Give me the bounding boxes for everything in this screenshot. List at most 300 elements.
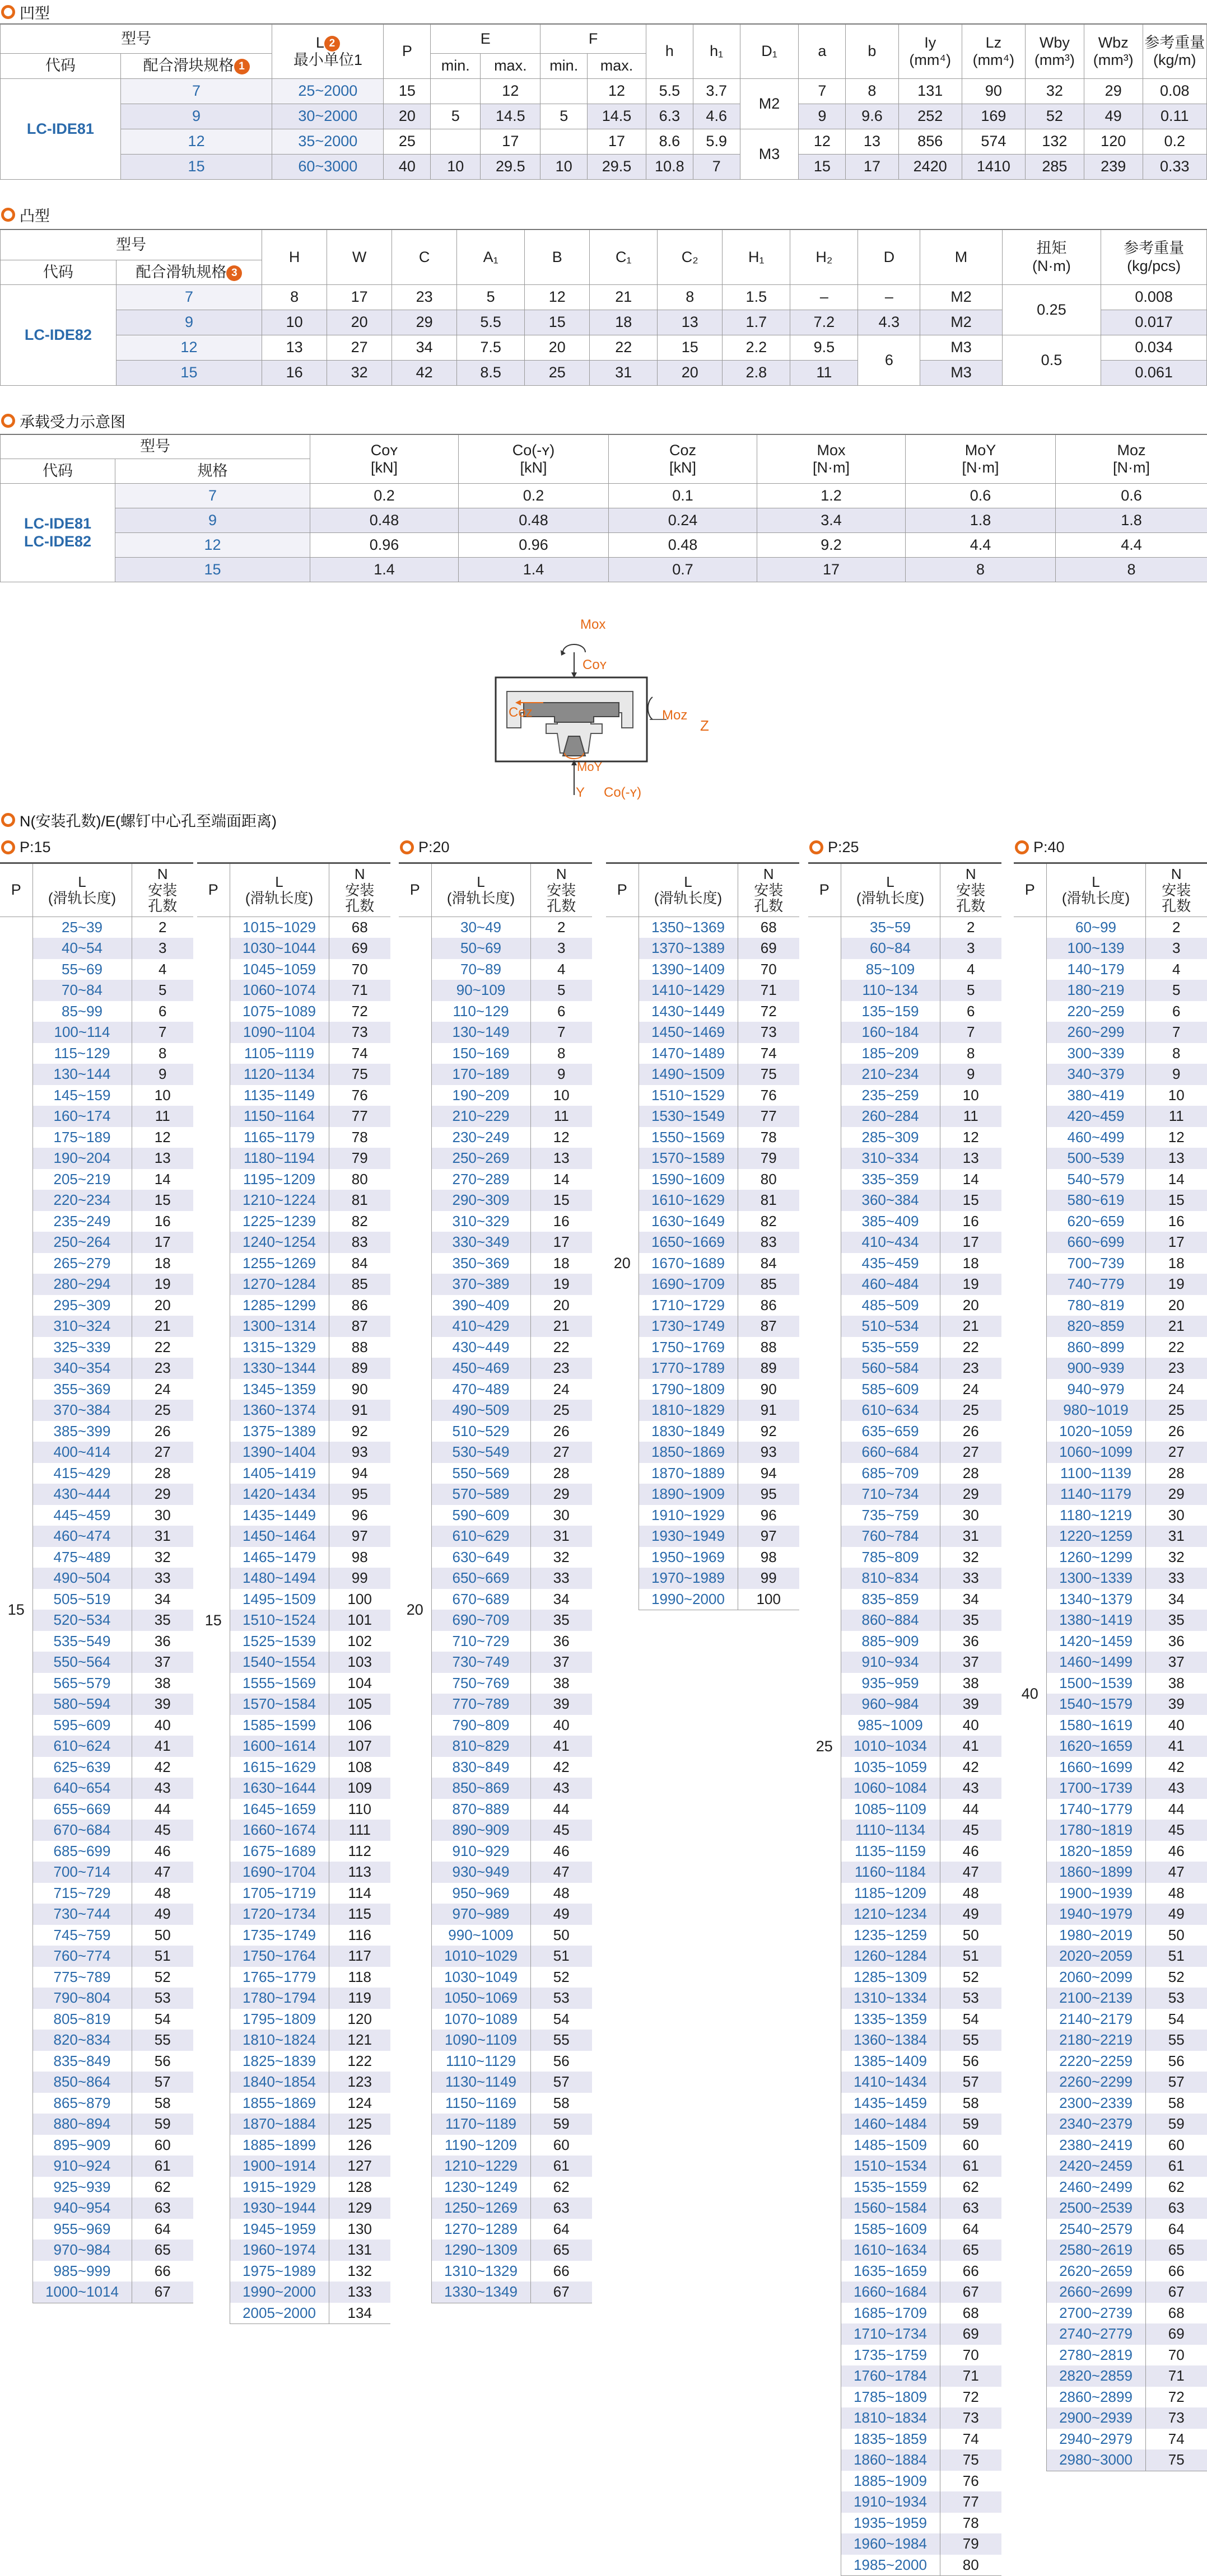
- z-axis-label: Z: [700, 717, 709, 734]
- table-row: 1540~1579 39: [1014, 1694, 1207, 1715]
- table-row: 1585~1599 106: [197, 1715, 390, 1736]
- table-row: 325~339 22: [0, 1337, 193, 1358]
- table-row: 660~684 27: [808, 1442, 1001, 1463]
- table-row: 1540~1554 103: [197, 1652, 390, 1673]
- table-row: 1090~1104 73: [197, 1022, 390, 1043]
- table-row: 1255~1269 84: [197, 1253, 390, 1274]
- table-row: 1685~1709 68: [808, 2303, 1001, 2324]
- table-row: 700~739 18: [1014, 1253, 1207, 1274]
- table-row: 485~509 20: [808, 1295, 1001, 1316]
- table-row: 580~594 39: [0, 1694, 193, 1715]
- table-row: 1235~1259 50: [808, 1925, 1001, 1946]
- table-row: 880~894 59: [0, 2114, 193, 2135]
- table-row: 1390~1404 93: [197, 1442, 390, 1463]
- table-row: 1510~1524 101: [197, 1610, 390, 1631]
- table-row: 560~584 23: [808, 1358, 1001, 1379]
- table-row: 1960~1984 79: [808, 2533, 1001, 2555]
- table-row: 1835~1859 74: [808, 2429, 1001, 2450]
- table-row: 730~749 37: [399, 1652, 592, 1673]
- table-row: 2300~2339 58: [1014, 2093, 1207, 2114]
- table-row: 775~789 52: [0, 1967, 193, 1988]
- table-row: 2420~2459 61: [1014, 2156, 1207, 2177]
- table-row: 1390~1409 70: [606, 959, 799, 980]
- table-row: 1860~1899 47: [1014, 1862, 1207, 1883]
- table-row: 12 0.96 0.96 0.48 9.2 4.4 4.4: [1, 533, 1207, 558]
- table-row: 505~519 34: [0, 1589, 193, 1610]
- table-row: 620~659 16: [1014, 1211, 1207, 1232]
- table-row: 110~134 5: [808, 980, 1001, 1001]
- table-row: 1630~1649 82: [606, 1211, 799, 1232]
- table-row: 2980~3000 75: [1014, 2449, 1207, 2471]
- table-row: 1710~1729 86: [606, 1295, 799, 1316]
- table-row: 2740~2779 69: [1014, 2323, 1207, 2345]
- table-row: 230~249 12: [399, 1127, 592, 1148]
- table-row: 2580~2619 65: [1014, 2240, 1207, 2261]
- table-row: 1000~1014 67: [0, 2282, 193, 2303]
- table-row: 1730~1749 87: [606, 1316, 799, 1337]
- table-row: 25 35~59 2: [808, 917, 1001, 938]
- table-row: 625~639 42: [0, 1757, 193, 1778]
- table-row: 1090~1109 55: [399, 2030, 592, 2051]
- table-row: 70~89 4: [399, 959, 592, 980]
- table-row: 780~819 20: [1014, 1295, 1207, 1316]
- table-row: 2220~2259 56: [1014, 2051, 1207, 2072]
- concave-spec-table: [0, 24, 1207, 180]
- table-row: 985~1009 40: [808, 1715, 1001, 1736]
- table-row: 15 25~39 2: [0, 917, 193, 938]
- table-row: 310~329 16: [399, 1211, 592, 1232]
- table-row: 730~744 49: [0, 1904, 193, 1925]
- table-row: 1610~1629 81: [606, 1190, 799, 1211]
- table-row: 635~659 26: [808, 1421, 1001, 1442]
- table-row: 475~489 32: [0, 1547, 193, 1568]
- table-row: 15 1.4 1.4 0.7 17 8 8: [1, 558, 1207, 582]
- table-row: 130~149 7: [399, 1022, 592, 1043]
- table-row: 1915~1929 128: [197, 2177, 390, 2198]
- table-row: 490~509 25: [399, 1400, 592, 1421]
- table-row: 860~899 22: [1014, 1337, 1207, 1358]
- table-row: 820~859 21: [1014, 1316, 1207, 1337]
- header-e-max: max.: [481, 54, 540, 79]
- circle-bullet-icon: [1, 5, 15, 19]
- table-row: 1660~1699 42: [1014, 1757, 1207, 1778]
- table-row: 610~629 31: [399, 1526, 592, 1547]
- table-row: 15 16 32 42 8.5 25 31 20 2.8 11 M3 0.061: [1, 361, 1207, 386]
- model-code: LC-IDE82: [1, 285, 116, 386]
- table-row: 380~419 10: [1014, 1085, 1207, 1106]
- table-row: 1195~1209 80: [197, 1169, 390, 1190]
- table-row: 1160~1184 47: [808, 1862, 1001, 1883]
- table-row: 1085~1109 44: [808, 1799, 1001, 1820]
- header-spec: 配合滑轨规格 3: [116, 260, 262, 285]
- table-row: 540~579 14: [1014, 1169, 1207, 1190]
- table-row: 1735~1749 116: [197, 1925, 390, 1946]
- table-row: 2540~2579 64: [1014, 2219, 1207, 2240]
- table-row: 1330~1349 67: [399, 2282, 592, 2303]
- table-row: 335~359 14: [808, 1169, 1001, 1190]
- table-row: 1900~1914 127: [197, 2156, 390, 2177]
- table-row: 220~259 6: [1014, 1001, 1207, 1022]
- table-row: 1580~1619 40: [1014, 1715, 1207, 1736]
- table-row: 1855~1869 124: [197, 2093, 390, 2114]
- table-row: 1550~1569 78: [606, 1127, 799, 1148]
- table-row: 1990~2000 100: [606, 1589, 799, 1610]
- table-row: 100~114 7: [0, 1022, 193, 1043]
- table-row: 250~264 17: [0, 1232, 193, 1253]
- table-row: 410~434 17: [808, 1232, 1001, 1253]
- table-row: 360~384 15: [808, 1190, 1001, 1211]
- table-row: 745~759 50: [0, 1925, 193, 1946]
- table-row: 925~939 62: [0, 2177, 193, 2198]
- header-spec: 规格: [115, 459, 310, 484]
- table-row: 370~389 19: [399, 1274, 592, 1295]
- table-row: 1060~1074 71: [197, 980, 390, 1001]
- table-row: 1590~1609 80: [606, 1169, 799, 1190]
- table-row: 790~809 40: [399, 1715, 592, 1736]
- table-row: 1285~1299 86: [197, 1295, 390, 1316]
- table-row: 1910~1929 96: [606, 1505, 799, 1526]
- header-spec: 配合滑块规格 1: [120, 54, 272, 79]
- table-row: 1210~1229 61: [399, 2156, 592, 2177]
- table-row: 210~229 11: [399, 1106, 592, 1127]
- moz-label: Moz: [662, 708, 687, 723]
- table-row: 1975~1989 132: [197, 2261, 390, 2282]
- table-row: 90~109 5: [399, 980, 592, 1001]
- table-row: 550~564 37: [0, 1652, 193, 1673]
- table-row: 1030~1044 69: [197, 938, 390, 959]
- table-row: 1740~1779 44: [1014, 1799, 1207, 1820]
- y-axis-label: Y: [576, 785, 585, 800]
- table-row: 1930~1944 129: [197, 2198, 390, 2219]
- table-row: 340~354 23: [0, 1358, 193, 1379]
- header-model: 型号: [1, 435, 310, 459]
- table-row: 330~349 17: [399, 1232, 592, 1253]
- table-row: 1190~1209 60: [399, 2135, 592, 2156]
- table-row: 160~174 11: [0, 1106, 193, 1127]
- table-row: 1860~1884 75: [808, 2449, 1001, 2471]
- table-row: 1380~1419 35: [1014, 1610, 1207, 1631]
- mox-label: Mox: [580, 619, 605, 632]
- header-p: P: [384, 25, 431, 79]
- coy-neg-label: Co(-ʏ): [604, 785, 641, 800]
- table-row: 295~309 20: [0, 1295, 193, 1316]
- table-row: 1705~1719 114: [197, 1883, 390, 1904]
- table-row: 160~184 7: [808, 1022, 1001, 1043]
- table-row: 715~729 48: [0, 1883, 193, 1904]
- table-row: 9 30~2000 20 5 14.5 5 14.5 6.3 4.6 9 9.6 252 169 52 49 0.11: [1, 104, 1207, 129]
- section-convex-title: 凸型: [1, 204, 50, 226]
- table-row: 1310~1329 66: [399, 2261, 592, 2282]
- table-row: 50~69 3: [399, 938, 592, 959]
- table-row: 1460~1484 59: [808, 2114, 1001, 2135]
- table-row: 810~834 33: [808, 1568, 1001, 1589]
- table-row: 1710~1734 69: [808, 2323, 1001, 2345]
- table-row: 685~709 28: [808, 1463, 1001, 1484]
- table-row: 990~1009 50: [399, 1925, 592, 1946]
- table-row: 12 13 27 34 7.5 20 22 15 2.2 9.5 6 M3 0.5 0.034: [1, 335, 1207, 361]
- pitch-table: P L (滑轨长度) N 安装 孔数 25 35~59 2 60~84 3 85~109 4 110~134 5 135~159 6 160~184 7 185~209 8 210~234 9 235~259 10 260~284 11 285~309 12 310~334 13 335~359 14 360~384 15 385~409 16 410~434 17 435~459 18 460~484 19 485~509 20 510~534 21 535~559 22 560~584 23 585~609 24 610~634 25 635~659 26 660~684 27 685~709 28 710~734 29 735~759 30 760~784 31 785~809 32 810~834 33 835~859 34 860~884 35 885~909 36 910~934 37 935~959 38 960~984 39 985~1009 40 1010~1034 41 1035~1059 42 1060~1084 43 1085~1109 44 1110~1134 45 1135~1159 46 1160~1184 47 1185~1209 48 1210~1234 49 1235~1259 50 1260~1284 51 1285~1309 52 1310~1334 53 1335~1359 54 1360~1384 55 1385~1409 56 1410~1434 57 1435~1459 58 1460~1484 59 1485~1509 60 1510~1534 61 1535~1559 62 1560~1584 63 1585~1609 64 1610~1634 65 1635~1659 66 1660~1684 67 1685~1709 68 1710~1734 69 1735~1759 70 1760~1784 71 1785~1809 72 1810~1834 73 1835~1859 74 1860~1884 75 1885~1909 76 1910~1934 77 1935~1959 78 1960~1984 79 1985~2000 80: [808, 862, 1001, 2576]
- table-row: 1850~1869 93: [606, 1442, 799, 1463]
- circle-bullet-icon: [1, 414, 15, 428]
- table-row: 610~634 25: [808, 1400, 1001, 1421]
- moy-label: MoY: [577, 760, 603, 774]
- table-row: 740~779 19: [1014, 1274, 1207, 1295]
- table-row: 1480~1494 99: [197, 1568, 390, 1589]
- table-row: 1790~1809 90: [606, 1379, 799, 1400]
- table-row: 1555~1569 104: [197, 1673, 390, 1694]
- table-row: 2060~2099 52: [1014, 1967, 1207, 1988]
- table-row: 535~559 22: [808, 1337, 1001, 1358]
- table-row: 805~819 54: [0, 2009, 193, 2030]
- table-row: 235~259 10: [808, 1085, 1001, 1106]
- circle-bullet-icon: [1, 840, 15, 854]
- table-row: 1335~1359 54: [808, 2009, 1001, 2030]
- table-row: 610~624 41: [0, 1736, 193, 1757]
- table-row: 460~484 19: [808, 1274, 1001, 1295]
- table-row: 2460~2499 62: [1014, 2177, 1207, 2198]
- table-row: 115~129 8: [0, 1043, 193, 1064]
- header-wby: Wby (mm³): [1025, 25, 1084, 79]
- table-row: 1470~1489 74: [606, 1043, 799, 1064]
- table-row: 1260~1284 51: [808, 1946, 1001, 1967]
- table-row: 1060~1099 27: [1014, 1442, 1207, 1463]
- pitch-table: P L (滑轨长度) N 安装 孔数 20 1350~1369 68 1370~1389 69 1390~1409 70 1410~1429 71 1430~1449 72 1450~1469 73 1470~1489 74 1490~1509 75 1510~1529 76 1530~1549 77 1550~1569 78 1570~1589 79 1590~1609 80 1610~1629 81 1630~1649 82 1650~1669 83 1670~1689 84 1690~1709 85 1710~1729 86 1730~1749 87 1750~1769 88 1770~1789 89 1790~1809 90 1810~1829 91 1830~1849 92 1850~1869 93 1870~1889 94 1890~1909 95 1910~1929 96 1930~1949 97 1950~1969 98 1970~1989 99 1990~2000 100: [606, 862, 799, 1610]
- table-row: 270~289 14: [399, 1169, 592, 1190]
- header-f-max: max.: [588, 54, 646, 79]
- header-code: 代码: [1, 459, 115, 484]
- pitch-table: P L (滑轨长度) N 安装 孔数 15 1015~1029 68 1030~1044 69 1045~1059 70 1060~1074 71 1075~1089 72 1090~1104 73 1105~1119 74 1120~1134 75 1135~1149 76 1150~1164 77 1165~1179 78 1180~1194 79 1195~1209 80 1210~1224 81 1225~1239 82 1240~1254 83 1255~1269 84 1270~1284 85 1285~1299 86 1300~1314 87 1315~1329 88 1330~1344 89 1345~1359 90 1360~1374 91 1375~1389 92 1390~1404 93 1405~1419 94 1420~1434 95 1435~1449 96 1450~1464 97 1465~1479 98 1480~1494 99 1495~1509 100 1510~1524 101 1525~1539 102 1540~1554 103 1555~1569 104 1570~1584 105 1585~1599 106 1600~1614 107 1615~1629 108 1630~1644 109 1645~1659 110 1660~1674 111 1675~1689 112 1690~1704 113 1705~1719 114 1720~1734 115 1735~1749 116 1750~1764 117 1765~1779 118 1780~1794 119 1795~1809 120 1810~1824 121 1825~1839 122 1840~1854 123 1855~1869 124 1870~1884 125 1885~1899 126 1900~1914 127 1915~1929 128 1930~1944 129 1945~1959 130 1960~1974 131 1975~1989 132 1990~2000 133 2005~2000 134: [197, 862, 390, 2324]
- header-code: 代码: [1, 260, 116, 285]
- table-row: 135~159 6: [808, 1001, 1001, 1022]
- table-row: 630~649 32: [399, 1547, 592, 1568]
- table-row: 1240~1254 83: [197, 1232, 390, 1253]
- table-row: 890~909 45: [399, 1820, 592, 1841]
- table-row: 1620~1659 41: [1014, 1736, 1207, 1757]
- table-row: 175~189 12: [0, 1127, 193, 1148]
- table-row: 690~709 35: [399, 1610, 592, 1631]
- table-row: 935~959 38: [808, 1673, 1001, 1694]
- table-row: 910~924 61: [0, 2156, 193, 2177]
- table-row: 1600~1614 107: [197, 1736, 390, 1757]
- pitch-group-label: P:15: [1, 839, 51, 856]
- table-row: 1750~1764 117: [197, 1946, 390, 1967]
- table-row: 1525~1539 102: [197, 1631, 390, 1652]
- table-row: 1765~1779 118: [197, 1967, 390, 1988]
- table-row: 970~984 65: [0, 2240, 193, 2261]
- table-row: 580~619 15: [1014, 1190, 1207, 1211]
- table-row: 650~669 33: [399, 1568, 592, 1589]
- table-row: 1885~1899 126: [197, 2135, 390, 2156]
- table-row: 750~769 38: [399, 1673, 592, 1694]
- pitch-group-label: P:40: [1015, 839, 1065, 856]
- table-row: 2620~2659 66: [1014, 2261, 1207, 2282]
- table-row: 1035~1059 42: [808, 1757, 1001, 1778]
- table-row: 930~949 47: [399, 1862, 592, 1883]
- table-row: 835~859 34: [808, 1589, 1001, 1610]
- table-row: 220~234 15: [0, 1190, 193, 1211]
- table-row: 1430~1449 72: [606, 1001, 799, 1022]
- table-row: 1410~1434 57: [808, 2072, 1001, 2093]
- table-row: 1150~1164 77: [197, 1106, 390, 1127]
- table-row: 1230~1249 62: [399, 2177, 592, 2198]
- table-row: 1435~1459 58: [808, 2093, 1001, 2114]
- header-b: b: [846, 25, 898, 79]
- table-row: 9 10 20 29 5.5 15 18 13 1.7 7.2 4.3 M2 0.017: [1, 310, 1207, 335]
- table-row: 1890~1909 95: [606, 1484, 799, 1505]
- table-row: 1690~1709 85: [606, 1274, 799, 1295]
- table-row: 385~409 16: [808, 1211, 1001, 1232]
- table-row: 1660~1684 67: [808, 2282, 1001, 2303]
- table-row: 1110~1129 56: [399, 2051, 592, 2072]
- table-row: 735~759 30: [808, 1505, 1001, 1526]
- table-row: 1310~1334 53: [808, 1988, 1001, 2009]
- table-row: 1785~1809 72: [808, 2387, 1001, 2408]
- table-row: 1170~1189 59: [399, 2114, 592, 2135]
- table-row: 955~969 64: [0, 2219, 193, 2240]
- table-row: 310~324 21: [0, 1316, 193, 1337]
- table-row: 1405~1419 94: [197, 1463, 390, 1484]
- table-row: 1130~1149 57: [399, 2072, 592, 2093]
- table-row: 385~399 26: [0, 1421, 193, 1442]
- table-row: 260~299 7: [1014, 1022, 1207, 1043]
- table-row: 1020~1059 26: [1014, 1421, 1207, 1442]
- table-row: 460~499 12: [1014, 1127, 1207, 1148]
- moz-arc: [648, 697, 653, 719]
- table-row: 460~474 31: [0, 1526, 193, 1547]
- table-row: 2020~2059 51: [1014, 1946, 1207, 1967]
- table-row: 1420~1459 36: [1014, 1631, 1207, 1652]
- table-row: 1535~1559 62: [808, 2177, 1001, 2198]
- table-row: 1140~1179 29: [1014, 1484, 1207, 1505]
- table-row: 85~109 4: [808, 959, 1001, 980]
- table-row: 355~369 24: [0, 1379, 193, 1400]
- table-row: 655~669 44: [0, 1799, 193, 1820]
- table-row: 1510~1529 76: [606, 1085, 799, 1106]
- table-row: 100~139 3: [1014, 938, 1207, 959]
- table-row: 1135~1159 46: [808, 1841, 1001, 1862]
- table-row: 1250~1269 63: [399, 2198, 592, 2219]
- table-row: 1010~1034 41: [808, 1736, 1001, 1757]
- table-row: 1360~1384 55: [808, 2030, 1001, 2051]
- pitch-group-label: P:20: [400, 839, 450, 856]
- table-row: 850~864 57: [0, 2072, 193, 2093]
- table-row: 1950~1969 98: [606, 1547, 799, 1568]
- table-row: 1830~1849 92: [606, 1421, 799, 1442]
- header-f: F: [540, 25, 646, 54]
- table-row: 1570~1584 105: [197, 1694, 390, 1715]
- table-row: 310~334 13: [808, 1148, 1001, 1169]
- table-row: 570~589 29: [399, 1484, 592, 1505]
- table-row: 1185~1209 48: [808, 1883, 1001, 1904]
- table-row: 1495~1509 100: [197, 1589, 390, 1610]
- table-row: 2900~2939 73: [1014, 2407, 1207, 2429]
- header-h: h: [646, 25, 693, 79]
- table-row: 1290~1309 65: [399, 2240, 592, 2261]
- table-row: 1300~1314 87: [197, 1316, 390, 1337]
- table-row: 280~294 19: [0, 1274, 193, 1295]
- table-row: 1615~1629 108: [197, 1757, 390, 1778]
- pitch-group-label: P:25: [809, 839, 859, 856]
- table-row: 2940~2979 74: [1014, 2429, 1207, 2450]
- table-row: 960~984 39: [808, 1694, 1001, 1715]
- header-model: 型号: [1, 230, 262, 260]
- table-row: 870~889 44: [399, 1799, 592, 1820]
- header-e-min: min.: [431, 54, 481, 79]
- pitch-table: P L (滑轨长度) N 安装 孔数 15 25~39 2 40~54 3 55~69 4 70~84 5 85~99 6 100~114 7 115~129 8 130~144 9 145~159 10 160~174 11 175~189 12 190~204 13 205~219 14 220~234 15 235~249 16 250~264 17 265~279 18 280~294 19 295~309 20 310~324 21 325~339 22 340~354 23 355~369 24 370~384 25 385~399 26 400~414 27 415~429 28 430~444 29 445~459 30 460~474 31 475~489 32 490~504 33 505~519 34 520~534 35 535~549 36 550~564 37 565~579 38 580~594 39 595~609 40 610~624 41 625~639 42 640~654 43 655~669 44 670~684 45 685~699 46 700~714 47 715~729 48 730~744 49 745~759 50 760~774 51 775~789 52 790~804 53 805~819 54 820~834 55 835~849 56 850~864 57 865~879 58 880~894 59 895~909 60 910~924 61 925~939 62 940~954 63 955~969 64 970~984 65 985~999 66 1000~1014 67: [0, 862, 193, 2303]
- table-row: 970~989 49: [399, 1904, 592, 1925]
- table-row: LC-IDE81 LC-IDE82 7 0.2 0.2 0.1 1.2 0.6 0.6: [1, 484, 1207, 508]
- table-row: 15 1015~1029 68: [197, 917, 390, 938]
- table-row: 1585~1609 64: [808, 2219, 1001, 2240]
- table-row: 1675~1689 112: [197, 1841, 390, 1862]
- table-row: 830~849 42: [399, 1757, 592, 1778]
- header-weight: 参考重量 (kg/m): [1143, 25, 1206, 79]
- table-row: 1700~1739 43: [1014, 1778, 1207, 1799]
- coy-label: Coʏ: [582, 657, 607, 672]
- table-row: 235~249 16: [0, 1211, 193, 1232]
- table-row: 12 35~2000 25 17 17 8.6 5.9 M3 12 13 856 574 132 120 0.2: [1, 129, 1207, 155]
- table-row: 670~684 45: [0, 1820, 193, 1841]
- table-row: 55~69 4: [0, 959, 193, 980]
- table-row: 535~549 36: [0, 1631, 193, 1652]
- table-row: 1780~1819 45: [1014, 1820, 1207, 1841]
- header-f-min: min.: [540, 54, 588, 79]
- table-row: 1930~1949 97: [606, 1526, 799, 1547]
- table-row: 1450~1469 73: [606, 1022, 799, 1043]
- table-row: 390~409 20: [399, 1295, 592, 1316]
- table-row: 1780~1794 119: [197, 1988, 390, 2009]
- table-row: 1810~1834 73: [808, 2407, 1001, 2429]
- table-row: LC-IDE81 7 25~2000 15 12 12 5.5 3.7 M2 7 8 131 90 32 29 0.08: [1, 79, 1207, 104]
- table-row: 110~129 6: [399, 1001, 592, 1022]
- table-row: 1940~1979 49: [1014, 1904, 1207, 1925]
- table-row: 1720~1734 115: [197, 1904, 390, 1925]
- header-d1: D₁: [740, 25, 799, 79]
- table-row: 430~449 22: [399, 1337, 592, 1358]
- table-row: 2260~2299 57: [1014, 2072, 1207, 2093]
- table-row: 640~654 43: [0, 1778, 193, 1799]
- table-row: 670~689 34: [399, 1589, 592, 1610]
- table-row: 1260~1299 32: [1014, 1547, 1207, 1568]
- table-row: 130~144 9: [0, 1064, 193, 1085]
- table-row: 1110~1134 45: [808, 1820, 1001, 1841]
- table-row: 810~829 41: [399, 1736, 592, 1757]
- table-row: 850~869 43: [399, 1778, 592, 1799]
- table-row: 1530~1549 77: [606, 1106, 799, 1127]
- table-row: 1165~1179 78: [197, 1127, 390, 1148]
- table-row: 285~309 12: [808, 1127, 1001, 1148]
- table-row: 145~159 10: [0, 1085, 193, 1106]
- table-row: 1220~1259 31: [1014, 1526, 1207, 1547]
- table-row: 1840~1854 123: [197, 2072, 390, 2093]
- header-wbz: Wbz (mm³): [1084, 25, 1143, 79]
- table-row: 1385~1409 56: [808, 2051, 1001, 2072]
- table-row: 1825~1839 122: [197, 2051, 390, 2072]
- table-row: 1570~1589 79: [606, 1148, 799, 1169]
- table-row: 370~384 25: [0, 1400, 193, 1421]
- table-row: 70~84 5: [0, 980, 193, 1001]
- model-code: LC-IDE81 LC-IDE82: [1, 484, 115, 582]
- table-row: 1650~1669 83: [606, 1232, 799, 1253]
- section-pitch-title: N(安装孔数)/E(螺钉中心孔至端面距离): [1, 809, 277, 831]
- pitch-table: P L (滑轨长度) N 安装 孔数 20 30~49 2 50~69 3 70~89 4 90~109 5 110~129 6 130~149 7 150~169 8 170~189 9 190~209 10 210~229 11 230~249 12 250~269 13 270~289 14 290~309 15 310~329 16 330~349 17 350~369 18 370~389 19 390~409 20 410~429 21 430~449 22 450~469 23 470~489 24 490~509 25 510~529 26 530~549 27 550~569 28 570~589 29 590~609 30 610~629 31 630~649 32 650~669 33 670~689 34 690~709 35 710~729 36 730~749 37 750~769 38 770~789 39 790~809 40 810~829 41 830~849 42 850~869 43 870~889 44 890~909 45 910~929 46 930~949 47 950~969 48 970~989 49 990~1009 50 1010~1029 51 1030~1049 52 1050~1069 53 1070~1089 54 1090~1109 55 1110~1129 56 1130~1149 57 1150~1169 58 1170~1189 59 1190~1209 60 1210~1229 61 1230~1249 62 1250~1269 63 1270~1289 64 1290~1309 65 1310~1329 66 1330~1349 67: [399, 862, 592, 2303]
- table-row: 1750~1769 88: [606, 1337, 799, 1358]
- table-row: 40 60~99 2: [1014, 917, 1207, 938]
- table-row: 2380~2419 60: [1014, 2135, 1207, 2156]
- table-row: 250~269 13: [399, 1148, 592, 1169]
- table-row: 710~734 29: [808, 1484, 1001, 1505]
- table-row: 470~489 24: [399, 1379, 592, 1400]
